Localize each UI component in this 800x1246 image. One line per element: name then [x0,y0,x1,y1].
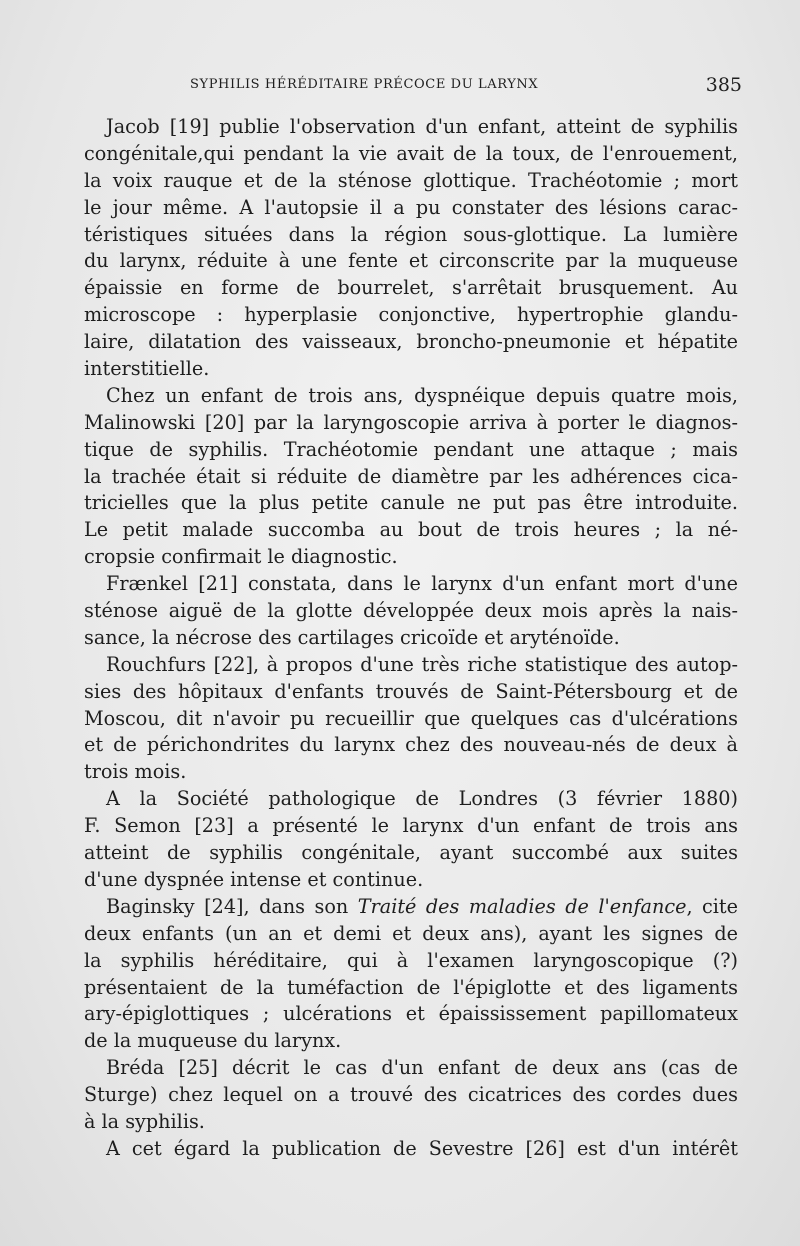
text-line-mixed [84,894,738,921]
body-text [84,114,738,1163]
text-line: cropsie confirmait le diagnostic. [84,545,398,569]
text-line: tique de syphilis. Trachéotomie pendant une attaque ; mais [84,437,738,461]
text-line: laire, dilatation des vaisseaux, broncho-pneumonie et hépatite [84,330,738,354]
text-line: deux enfants (un an et demi et deux ans), ayant les signes de [84,921,738,945]
text-line: Jacob [19] publie l'observation d'un enfant, atteint de syphilis [106,115,738,138]
text-line: la syphilis héréditaire, qui à l'examen laryngoscopique (?) [84,948,738,972]
text-line: Chez un enfant de trois ans, dyspnéique depuis quatre mois, [106,383,738,407]
text-line: congénitale,qui pendant la vie avait de la toux, de l'enrouement, [84,141,738,165]
text-line: tricielles que la plus petite canule ne put pas être introduite. [84,491,738,515]
text-line: épaissie en forme de bourrelet, s'arrêtait brusquement. Au [84,276,738,300]
text-line: la voix rauque et de la sténose glottique. Trachéotomie ; mort [84,168,738,192]
text-line: F. Semon [23] a présenté le larynx d'un enfant de trois ans [84,814,738,838]
page-header [190,74,742,100]
page-number: 385 [705,74,742,96]
text-line: interstitielle. [84,357,210,381]
text-line: ary-épiglottiques ; ulcérations et épaississement papillomateux [84,1002,738,1026]
text-line: Malinowski [20] par la laryngoscopie arriva à porter le diagnos- [84,410,738,434]
text-line: Le petit malade succomba au bout de trois heures ; la né- [84,518,738,542]
text-line: Bréda [25] décrit le cas d'un enfant de deux ans (cas de [106,1056,738,1080]
text-line: le jour même. A l'autopsie il a pu constater des lésions carac- [84,195,738,219]
text-line: du larynx, réduite à une fente et circonscrite par la muqueuse [84,249,738,273]
running-title: SYPHILIS HÉRÉDITAIRE PRÉCOCE DU LARYNX [190,77,539,92]
text-run: Baginsky [24], dans son [106,894,358,918]
text-line: d'une dyspnée intense et continue. [84,867,424,891]
text-line: microscope : hyperplasie conjonctive, hypertrophie glandu- [84,303,738,327]
text-line: Rouchfurs [22], à propos d'une très riche statistique des autop- [106,652,738,676]
text-line: Sturge) chez lequel on a trouvé des cicatrices des cordes dues [84,1083,738,1107]
text-line: la trachée était si réduite de diamètre par les adhérences cica- [84,464,738,488]
text-line: Frænkel [21] constata, dans le larynx d'un enfant mort d'une [106,572,738,596]
text-line: sténose aiguë de la glotte développée deux mois après la nais- [84,599,738,623]
book-title-italic: Traité des maladies de l'enfance [357,894,687,918]
text-run: , cite [686,894,738,918]
text-line: A la Société pathologique de Londres (3 février 1880) [106,787,738,811]
text-line: téristiques situées dans la région sous-glottique. La lumière [84,222,738,246]
text-line: Moscou, dit n'avoir pu recueillir que quelques cas d'ulcérations [84,706,738,730]
text-line: sies des hôpitaux d'enfants trouvés de Saint-Pétersbourg et de [84,679,738,703]
text-line: et de périchondrites du larynx chez des nouveau-nés de deux à [84,733,738,757]
text-line: trois mois. [84,760,187,784]
text-line: de la muqueuse du larynx. [84,1029,342,1053]
text-line: atteint de syphilis congénitale, ayant succombé aux suites [84,841,738,865]
text-line: A cet égard la publication de Sevestre [26] est d'un intérêt [106,1136,738,1160]
text-line: présentaient de la tuméfaction de l'épiglotte et des ligaments [84,975,738,999]
text-line: à la syphilis. [84,1109,205,1133]
text-line: sance, la nécrose des cartilages cricoïde et aryténoïde. [84,625,620,649]
